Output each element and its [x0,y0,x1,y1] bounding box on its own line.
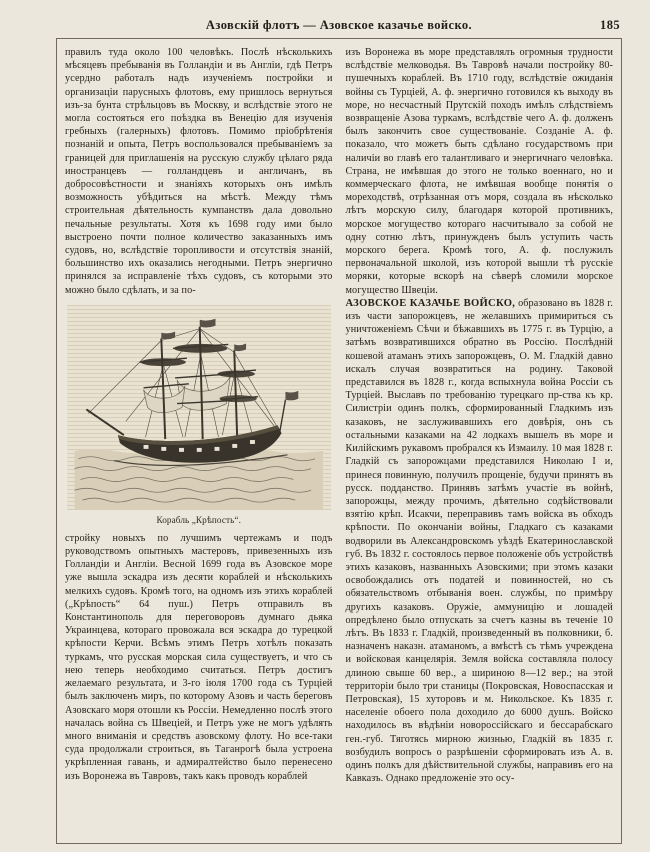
running-head-title: Азовскій флотъ — Азовское казачье войско. [205,18,473,32]
paragraph-left-top: правилъ туда около 100 человѣкъ. Послѣ нѣсколькихъ мѣсяцевъ пребыванія въ Голландіи и въ Англіи, гдѣ Петръ усердно работалъ надъ изученіемъ постройки и организаціи парусныхъ флотовъ, ему пришлось вернуться изъ-за бунта стрѣльцовъ въ Москву, и вслѣдствіе этого не могла состояться его поѣздка въ Венецію для изученія гребныхъ (галерныхъ) флотовъ. Помимо пріобрѣтенія познаній и опыта, Петръ воспользовался пребываніемъ за границей для приглашенія на русскую службу цѣлаго ряда иностранцевъ — голландцевъ и англичанъ, въ добросовѣстности и знаніяхъ которыхъ онъ имѣлъ возможность убѣдиться на мѣстѣ. Между тѣмъ строительная дѣятельность кумпанствъ дала довольно печальные результаты. Хотя къ 1698 году ими было выстроено почти полное количество заказанныхъ имъ судовъ, но, вслѣдствіе торопливости и отсутствія знаній, большинство ихъ оказались негодными. Петръ энергично принялся за исправленіе тѣхъ судовъ, съ которыми это можно было сдѣлать, и за по- [65,47,333,296]
paragraph-left-bottom: стройку новыхъ по лучшимъ чертежамъ и подъ руководствомъ опытныхъ мастеровъ, привезенныхъ изъ Голландіи и Англіи. Весной 1699 года въ Азовское море уже вышла эскадра изъ десяти кораблей и нѣсколькихъ мелкихъ судовъ. Кромѣ того, на одномъ изъ этихъ кораблей („Крѣпость“ 64 пуш.) Петръ отправилъ въ Константинополь для переговоровъ думнаго дьяка Украинцева, котораго провожала вся эскадра до турецкой крѣпости Керчи. Всѣмъ этимъ Петръ хотѣлъ показать туркамъ, что русская морская сила существуетъ, и что съ нею теперь необходимо считаться. Петръ достигъ желаемаго результата, и 3-го іюля 1700 года съ Турціей былъ заключенъ миръ, по которому Азовъ и часть береговъ Азовскаго моря отошли къ Россіи. Немедленно послѣ этого началась война съ Швеціей, и Петръ уже не могъ удѣлять много вниманія и средствъ азовскому флоту. Но все-таки суда продолжали строиться, въ Таганрогѣ была устроена укрѣпленная гавань, и адмиралтейство было перенесено изъ Воронежа въ Тавровъ, такъ какъ проводъ кораблей [65,532,333,782]
article-body: образовано въ 1828 г. изъ части запорожцевъ, не желавшихъ примириться съ уничтоженіемъ Сѣчи и бѣжавшихъ въ 1775 г. въ Турцію, а затѣмъ возвратившихся обратно въ Россію. Послѣдній кошевой атаманъ этихъ запорожцевъ, О. М. Гладкій давно искалъ случая возвратиться на родину. Таковой представился въ 1828 г., когда вспыхнула война Россіи съ Турціей. Выславъ по требованію турецкаго пр-ства къ кр. Силистріи одинъ полкъ, сформированный Гладкимъ изъ казаковъ, не заслуживавшихъ его довѣрія, онъ съ остальными казаками на 42 лодкахъ вышелъ въ море и Килійскимъ рукавомъ пробрался къ Измаилу. 10 мая 1828 г. Гладкій съ запорожцами представился Николаю I и, принеся повинную, получилъ прощеніе, будучи принятъ въ русск. подданство. Принявъ затѣмъ участіе въ войнѣ, запорожцы, между прочимъ, дѣятельно содѣйствовали взятію крѣп. Исакчи, переправивъ тамъ войска въ обходъ крѣпости. По окончаніи войны, Гладкаго съ казаками водворили въ Александровскомъ уѣздѣ Екатеринославской губ. Въ 1832 г. состоялось первое положеніе объ устройствѣ этихъ казаковъ, названныхъ Азовскими; при этомъ казаки освобождались отъ податей и повинностей, но съ обязательствомъ отбыванія воен. службы, по примѣру другихъ казаковъ. Оружіе, аммуницію и лошадей опредѣлено было отпускать за счетъ казны въ теченіе 10 лѣтъ. Въ 1833 г. Гладкій, произведенный въ полковники, б. назначенъ наказн. атаманомъ, а вмѣстѣ съ тѣмъ учреждена и войсковая канцелярія. Земля войска составляла полосу длиною свыше 60 вер., а шириною 8—12 вер.; на этой территоріи было три станицы (Покровская, Новоспасская и Петровская), 15 хуторовъ и м. Никольское. Къ 1835 г. населеніе обоего пола доходило до 6000 душъ. Войско находилось въ вѣдѣніи новороссійскаго и бессарабскаго ген.-губ. Тяготясь мирною жизнью, Гладкій въ 1835 г. возбудилъ вопросъ о разрѣшеніи сформировать изъ А. в. одинъ полкъ для дѣйствительной службы, направивъ его на Кавказъ. Однако предложеніе это осу- [345,297,613,785]
ship-engraving-figure [67,305,331,526]
left-column [65,46,333,838]
running-head [56,18,622,33]
ship-figure-caption: Корабль „Крѣпость“. [156,514,242,525]
right-column [346,46,614,838]
article-heading: АЗОВСКОЕ КАЗАЧЬЕ ВОЙСКО, [345,297,516,309]
page-number: 185 [600,18,620,32]
ship-engraving-drawing [67,305,331,510]
paragraph-right-top: изъ Воронежа въ море представлялъ огромныя трудности вслѣдствіе мелководья. Въ Тавровѣ начали постройку 80-пушечныхъ кораблей. Въ 1710 году, вслѣдствіе ожиданія войны съ Турціей, А. ф. энергично готовился къ выходу въ море, но несчастный Прутскій походъ имѣлъ слѣдствіемъ возвращеніе Азова туркамъ, вслѣдствіе чего А. ф. долженъ былъ закончить свое существованіе. Созданіе А. ф. показало, что можетъ быть сдѣлано государствомъ при наличіи во главѣ его талантливаго и энергичнаго человѣка. Страна, не имѣвшая до этого не только военнаго, но и коммерческаго флота, не имѣвшая вообще понятія о мореходствѣ, отрѣзанная отъ моря, создала въ нѣсколько лѣтъ морскую силу, благодаря которой противникъ, морское могущество котораго насчитывало за собой не одну сотню лѣтъ, принужденъ былъ уступить часть морского берега. Кромѣ того, А. ф. послужилъ первоначальной школой, изъ которой вышли тѣ русскіе моряки, которые вскорѣ на сѣверѣ сломили морское могущество Швеціи. [345,47,613,296]
ship-engraving-image [67,305,331,510]
page-frame [56,38,622,844]
article-azovskoe-kazache-voisko [346,297,614,786]
